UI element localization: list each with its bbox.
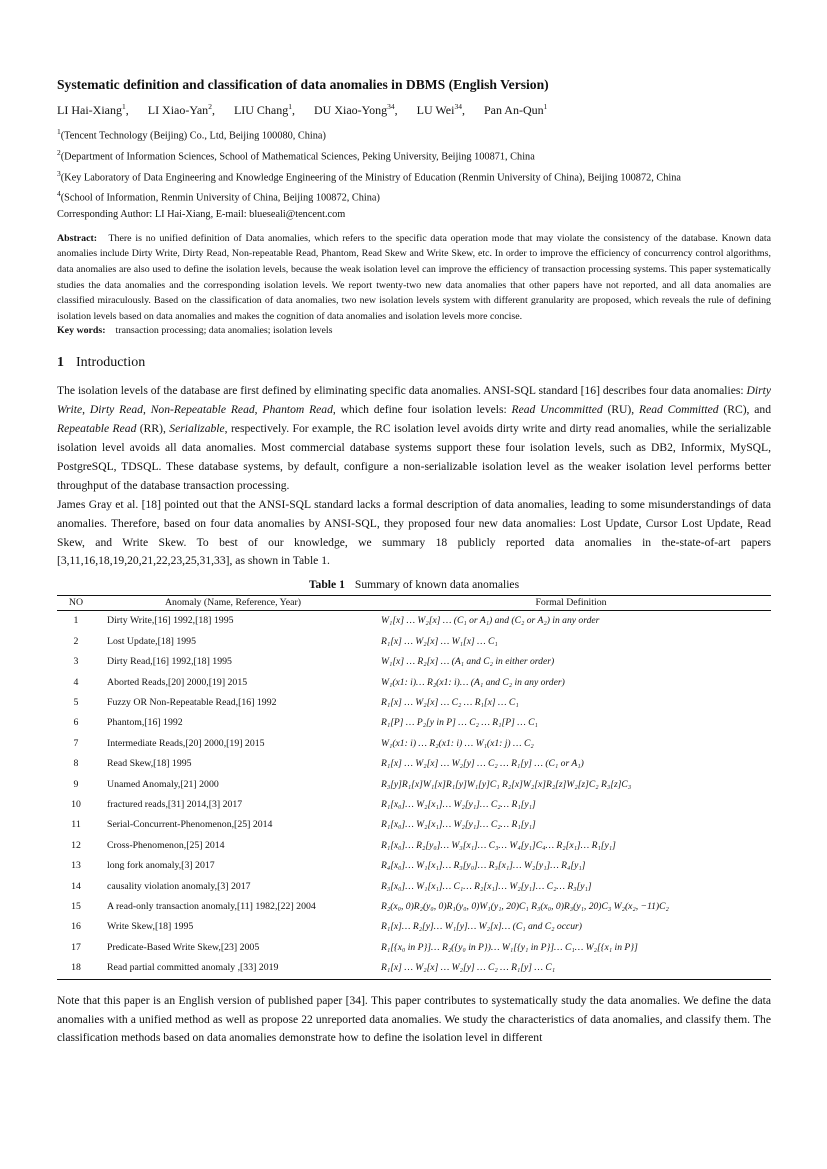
table-cell-no: 1: [73, 615, 79, 627]
table-row: [57, 734, 771, 754]
table-cell-name: Lost Update,[18] 1995: [107, 635, 196, 647]
table-cell-name: Cross-Phenomenon,[25] 2014: [107, 839, 225, 851]
table-cell-def: R₁[x₀]… R₂[y₀]… W₃[x₁]… C₃… W₄[y₁]C₄… R₂[x₁]… R₁[y₁]: [381, 839, 616, 851]
table-row: [57, 877, 771, 897]
abstract: [57, 231, 771, 325]
table-cell-def: R₃[y]R₁[x]W₁[x]R₁[y]W₁[y]C₁ R₂[x]W₂[x]R₂[z]W₂[z]C₂ R₃[z]C₃: [381, 778, 632, 790]
table-cell-name: Serial-Concurrent-Phenomenon,[25] 2014: [107, 819, 273, 831]
table-cell-no: 18: [57, 958, 95, 979]
section-heading: 1 Introduction: [57, 355, 146, 371]
table-cell-def: W₁[x] … R₂[x] … (A₁ and C₂ in either order): [381, 656, 555, 668]
table-cell-no: 12: [71, 839, 81, 851]
author: LI Hai-Xiang$^1$,: [57, 102, 129, 117]
affiliation: $^1$(Tencent Technology (Beijing) Co., Ltd, Beijing 100080, China): [57, 127, 326, 142]
table-cell-no: 13: [71, 860, 81, 872]
abstract-text: There is no unified definition of Data anomalies, which refers to the specific data operation mode that may violate the consistency of the database. Known data anomalies include Dirty Write, Dirty Read, Non-repeatable Read, Phantom, Read Skew and Write Skew, etc. In order to improve the efficiency of concurrency control algorithms, data anomalies are also used to define the isolation levels, because the weak isolation level can improve the efficiency of transaction processing systems. This paper systematically studies the data anomalies and the corresponding isolation levels. We report twenty-two new data anomalies that other papers have not reported, and all data anomalies are classified miraculously. Based on the classification of data anomalies, two new isolation levels system with different granularity are proposed, which reveals the rule of defining isolation levels based on data anomalies and makes the cognition of data anomalies and isolation levels more concise.: [57, 232, 771, 322]
table-row: [57, 693, 771, 713]
table-cell-name: Unamed Anomaly,[21] 2000: [107, 778, 219, 790]
table-cell-def: R₁[x]… R₂[y]… W₁[y]… W₂[x]… (C₁ and C₂ occur): [381, 921, 582, 933]
paper-page: [57, 68, 771, 1048]
table-cell-no: 15: [71, 901, 81, 913]
table-cell-def: R₁[x₀]… W₂[x₁]… W₂[y₁]… C₂… R₁[y₁]: [381, 799, 536, 810]
table-cell-name: Dirty Write,[16] 1992,[18] 1995: [107, 615, 234, 627]
table-cell-name: Read Skew,[18] 1995: [107, 758, 192, 770]
table-row: [57, 815, 771, 835]
table-row: [57, 754, 771, 774]
keywords-text: transaction processing; data anomalies; isolation levels: [115, 325, 333, 337]
author: LIU Chang$^1$,: [233, 102, 296, 117]
table-cell-name: Aborted Reads,[20] 2000,[19] 2015: [107, 676, 248, 688]
table-row: [57, 713, 771, 733]
author: Pan An-Qun$^1$: [483, 102, 548, 117]
corresponding-author: Corresponding Author: LI Hai-Xiang, E-mail: blueseali@tencent.com: [57, 209, 346, 221]
affiliation: $^2$(Department of Information Sciences, School of Mathematical Sciences, Peking University, Beijing 100871, China: [57, 147, 535, 163]
table-row: [57, 632, 771, 652]
table-cell-name: fractured reads,[31] 2014,[3] 2017: [107, 799, 243, 810]
intro-paragraph-2: James Gray et al. [18] pointed out that the ANSI-SQL standard lacks a formal description of data anomalies, leading to some misunderstandings of data anomalies. Therefore, based on four data anomalies by ANSI-SQL, they proposed four new data anomalies: Lost Update, Cursor Lost Update, Read Skew, and Write Skew. To best of our knowledge, we summary 18 publicly reported data anomalies in the-state-of-art papers [3,11,16,18,19,20,21,22,23,25,31,33], as shown in Table 1.: [57, 497, 771, 568]
table-cell-name: Read partial committed anomaly ,[33] 2019: [95, 958, 371, 979]
table-cell-no: 2: [73, 635, 79, 647]
intro-paragraph-1: The isolation levels of the database are first defined by eliminating specific data anomalies. ANSI-SQL standard [16] describes four data anomalies: Dirty Write, Dirty Read, Non-Repeatable Read, Phantom Read, which define four isolation levels: Read Uncommitted (RU), Read Committed (RC), and Repeatable Read (RR), Serializable, respectively. For example, the RC isolation level avoids dirty write and dirty read anomalies, while the serializable isolation level avoids all data anomalies. Most commercial database systems support these four isolation levels, such as DB2, Informix, MySQL, PostgreSQL, TDSQL. These database systems, by default, configure a non-serializable isolation level as the weaker isolation level performs better throughput of the database transaction processing.: [57, 384, 772, 492]
table-cell-name: Phantom,[16] 1992: [107, 717, 183, 729]
keywords-label: Key words:: [57, 325, 106, 337]
table-cell-def: R₁[x] … W₂[x] … W₂[y] … C₂ … R₁[y] … C₁: [371, 958, 771, 979]
table-cell-name: causality violation anomaly,[3] 2017: [107, 880, 251, 892]
table-cell-def: R₁[{x₀ in P}]… R₂({y₀ in P})… W₁[{y₁ in P}]… C₁… W₂[{x₁ in P}]: [381, 941, 638, 953]
affiliations: [57, 124, 771, 224]
table-cell-no: 9: [73, 778, 79, 790]
table-cell-no: 10: [71, 799, 81, 810]
table-cell-def: R₄[x₀]… W₁[x₁]… R₃[y₀]… R₃[x₁]… W₂[y₁]… R₄[y₁]: [381, 860, 586, 872]
affiliation: $^3$(Key Laboratory of Data Engineering and Knowledge Engineering of the Ministry of Education (Renmin University of China), Beijing 100872, China: [57, 168, 681, 184]
table-row: [57, 652, 771, 672]
table-row: [57, 775, 771, 795]
author: LI Xiao-Yan$^2$,: [147, 102, 215, 117]
table-row: [57, 938, 771, 958]
table-row: [57, 958, 771, 979]
table-row: [57, 673, 771, 693]
table-caption: Table 1 Summary of known data anomalies: [308, 578, 520, 592]
table-header-anomaly: Anomaly (Name, Reference, Year): [95, 596, 371, 611]
table-cell-def: R₁[x] … W₂[x] … C₂ … R₁[x] … C₁: [381, 696, 519, 708]
table-cell-def: W₁(x1: i) … R₂(x1: i) … W₁(x1: j) … C₂: [381, 737, 534, 749]
abstract-label: Abstract:: [57, 232, 98, 244]
author: LU Wei$^{34}$,: [416, 102, 465, 117]
author: DU Xiao-Yong$^{34}$,: [314, 102, 398, 117]
table-cell-no: 17: [71, 941, 81, 953]
intro-paragraph-3: Note that this paper is an English version of published paper [34]. This paper contributes to systematically study the data anomalies. We define the data anomalies with a unified method as well as propose 22 unreported data anomalies. We study the characteristics of data anomalies, and classify them. The classification methods based on data anomalies demonstrate how to define the isolation level in different: [57, 993, 771, 1045]
table-cell-no: 16: [71, 921, 81, 933]
table-cell-def: R₃[x₀]… W₁[x₁]… C₁… R₂[x₁]… W₂[y₁]… C₂… R₃[y₁]: [381, 880, 592, 892]
table-row: [57, 611, 771, 632]
keywords: [57, 324, 771, 338]
table-cell-no: 6: [73, 717, 79, 729]
table-cell-no: 11: [71, 819, 81, 831]
author-list: [57, 99, 771, 118]
table-row: [57, 897, 771, 917]
table-cell-def: R₁[x] … W₂[x] … W₁[x] … C₁: [381, 635, 498, 647]
table-cell-name: Intermediate Reads,[20] 2000,[19] 2015: [107, 737, 265, 749]
table-cell-def: R₁[x] … W₂[x] … W₂[y] … C₂ … R₁[y] … (C₁ or A₁): [381, 758, 584, 770]
table-cell-name: A read-only transaction anomaly,[11] 1982,[22] 2004: [107, 901, 316, 913]
table-cell-no: 8: [73, 758, 79, 770]
table-cell-def: W₁(x1: i)… R₂(x1: i)… (A₁ and C₂ in any order): [381, 676, 565, 688]
table-cell-name: Predicate-Based Write Skew,[23] 2005: [107, 941, 260, 953]
paper-title: Systematic definition and classification of data anomalies in DBMS (English Version): [57, 77, 549, 92]
table-cell-def: R₁[P] … P₂[y in P] … C₂ … R₁[P] … C₁: [381, 717, 538, 729]
table-cell-def: R₂(x₀, 0)R₂(y₀, 0)R₁(y₀, 0)W₁(y₁, 20)C₁ R₃(x₀, 0)R₃(y₁, 20)C₃ W₂(x₂, −11)C₂: [381, 901, 669, 913]
anomalies-table: [57, 595, 771, 979]
table-cell-def: W₁[x] … W₂[x] … (C₁ or A₁) and (C₂ or A₂) in any order: [381, 615, 600, 627]
table-row: [57, 836, 771, 856]
table-cell-no: 4: [73, 676, 79, 688]
table-row: [57, 795, 771, 815]
table-cell-name: Write Skew,[18] 1995: [107, 921, 194, 933]
table-cell-name: Dirty Read,[16] 1992,[18] 1995: [107, 656, 232, 668]
table-header-definition: Formal Definition: [371, 596, 771, 611]
table-cell-name: long fork anomaly,[3] 2017: [107, 860, 215, 872]
table-cell-no: 5: [73, 696, 79, 708]
affiliation: $^4$(School of Information, Renmin University of China, Beijing 100872, China): [57, 189, 380, 204]
table-cell-name: Fuzzy OR Non-Repeatable Read,[16] 1992: [107, 696, 277, 708]
table-row: [57, 917, 771, 937]
table-cell-no: 14: [71, 880, 81, 892]
table-cell-def: R₁[x₀]… W₂[x₁]… W₂[y₁]… C₂… R₁[y₁]: [381, 819, 536, 831]
table-cell-no: 3: [73, 656, 79, 668]
table-header-no: NO: [57, 596, 95, 611]
table-cell-no: 7: [73, 737, 79, 749]
table-row: [57, 856, 771, 876]
